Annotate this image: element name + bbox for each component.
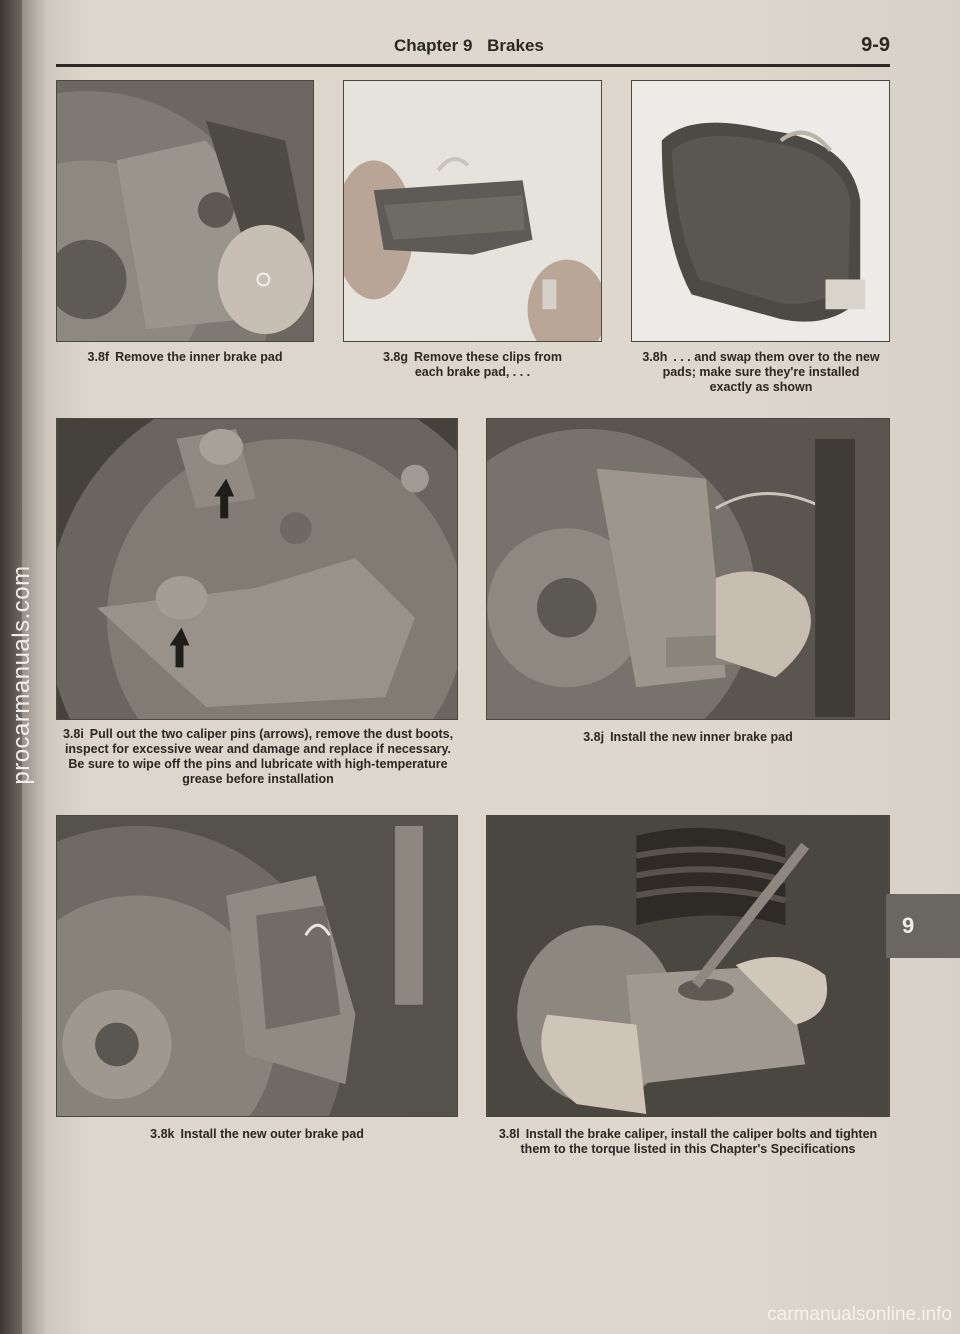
caption-line: Remove these clips from [414, 350, 562, 364]
chapter-tab-label: 9 [902, 913, 915, 938]
caption-line: pads; make sure they're installed [662, 365, 860, 379]
page-header [56, 30, 890, 66]
caption-line: Remove the inner brake pad [115, 350, 283, 364]
photo-3-8l-image [487, 816, 889, 1116]
photo-3-8g-image [344, 81, 601, 341]
photo-3-8i-image [57, 419, 457, 719]
photo-3-8k [56, 815, 458, 1117]
photo-3-8j [486, 418, 890, 720]
chapter-title [394, 36, 554, 56]
caption-3-8j [486, 730, 890, 745]
figure-number: 3.8k [150, 1127, 175, 1141]
caption-3-8f [56, 350, 314, 365]
photo-3-8h [631, 80, 890, 342]
photo-3-8h-image [632, 81, 889, 341]
caption-line: . . . and swap them over to the new [673, 350, 880, 364]
figure-number: 3.8j [583, 730, 605, 744]
caption-3-8l [470, 1127, 906, 1157]
photo-3-8k-image [57, 816, 457, 1116]
photo-3-8f-image [57, 81, 313, 341]
caption-line: Install the brake caliper, install the caliper bolts and tighten [525, 1127, 878, 1141]
caption-line: Be sure to wipe off the pins and lubricate with high-temperature [68, 757, 448, 771]
caption-line: inspect for excessive wear and damage and replace if necessary. [64, 742, 452, 756]
caption-line: Pull out the two caliper pins (arrows), remove the dust boots, [89, 727, 454, 741]
chapter-label: Chapter 9 [394, 36, 473, 55]
caption-3-8i [40, 727, 476, 787]
photo-3-8f [56, 80, 314, 342]
photo-3-8j-image [487, 419, 889, 719]
caption-line: Install the new outer brake pad [180, 1127, 364, 1141]
figure-number: 3.8f [87, 350, 110, 364]
figure-number: 3.8l [498, 1127, 520, 1141]
caption-line: them to the torque listed in this Chapter's Specifications [520, 1142, 856, 1156]
page-number: 9-9 [861, 34, 890, 56]
figure-number: 3.8i [62, 727, 84, 741]
caption-3-8g [343, 350, 602, 380]
chapter-tab [886, 894, 960, 958]
footer-watermark: carmanualsonline.info [767, 1304, 952, 1325]
caption-3-8k [56, 1127, 458, 1142]
photo-3-8g [343, 80, 602, 342]
caption-line: exactly as shown [709, 380, 813, 394]
caption-line: grease before installation [182, 772, 334, 786]
side-watermark [2, 560, 42, 790]
figure-number: 3.8g [383, 350, 409, 364]
section-label: Brakes [487, 36, 544, 55]
side-watermark-text: procarmanuals.com [8, 565, 35, 785]
caption-3-8h [616, 350, 906, 395]
header-rule [56, 64, 890, 67]
figure-number: 3.8h [642, 350, 668, 364]
photo-3-8l [486, 815, 890, 1117]
caption-line: Install the new inner brake pad [610, 730, 793, 744]
caption-line: each brake pad, . . . [414, 365, 531, 379]
photo-3-8i [56, 418, 458, 720]
